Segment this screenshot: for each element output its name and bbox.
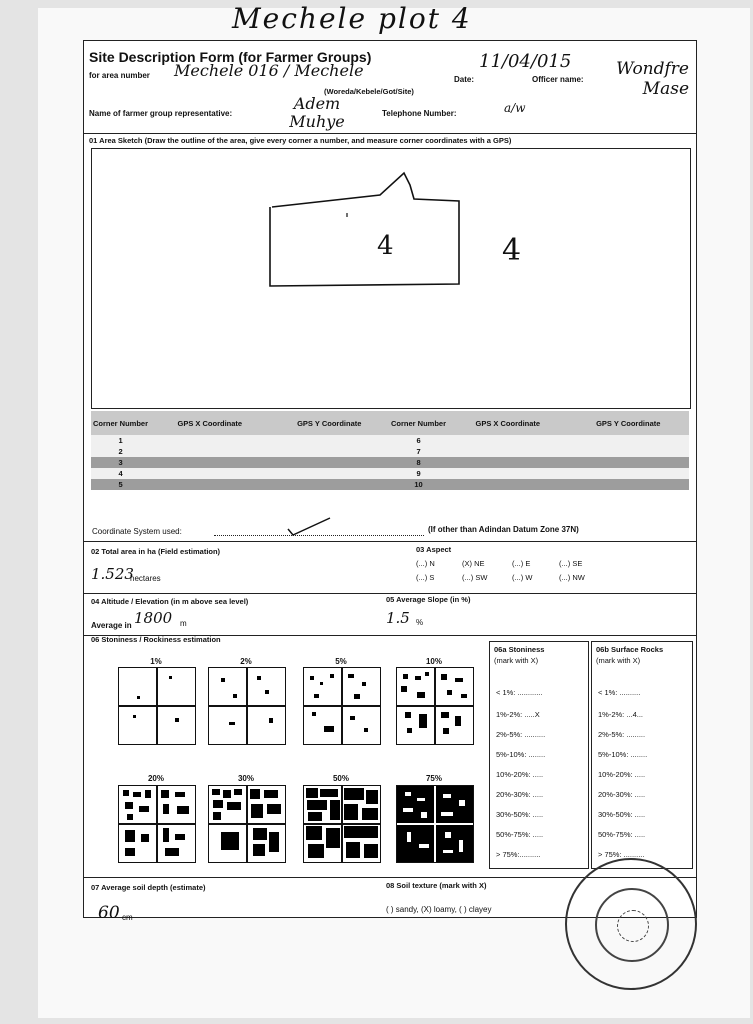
percent-label: 10% [425, 657, 442, 666]
handwritten-title: Mechele plot 4 [232, 2, 472, 35]
column-header: Corner Number [389, 411, 448, 435]
aspect-option[interactable]: (...) W [512, 573, 533, 582]
gps-x-cell[interactable] [448, 468, 567, 479]
corner-number: 8 [389, 457, 448, 468]
gps-y-cell[interactable] [270, 435, 389, 446]
total-area-heading: 02 Total area in ha (Field estimation) [91, 547, 221, 556]
gps-y-cell[interactable] [270, 468, 389, 479]
percent-label: 1% [150, 657, 162, 666]
column-header: GPS X Coordinate [150, 411, 269, 435]
area-number-label: for area number [89, 71, 150, 80]
table-row [91, 457, 689, 468]
stoniness-option[interactable]: < 1%: ............ [496, 688, 543, 697]
gps-y-cell[interactable] [568, 457, 689, 468]
date-value[interactable]: 11/04/015 [479, 51, 572, 72]
stoniness-grid-2pct [208, 667, 286, 745]
gps-y-cell[interactable] [568, 446, 689, 457]
gps-y-cell[interactable] [568, 468, 689, 479]
telephone-value[interactable]: a/w [504, 101, 526, 115]
altitude-value[interactable]: 1800 [134, 609, 173, 627]
surface-rocks-option[interactable]: 10%-20%: ..... [598, 770, 646, 779]
percent-label: 75% [425, 774, 442, 783]
soil-depth-value[interactable]: 60 [98, 903, 120, 923]
corner-number: 1 [91, 435, 150, 446]
stoniness-grid-50pct [303, 785, 381, 863]
corner-number: 2 [91, 446, 150, 457]
stoniness-col-sub: (mark with X) [494, 656, 539, 665]
stoniness-option[interactable]: 20%-30%: ..... [496, 790, 544, 799]
table-row [91, 479, 689, 490]
telephone-label: Telephone Number: [382, 109, 457, 118]
north-arrow-symbol: 4 [502, 233, 522, 268]
form-title: Site Description Form (for Farmer Groups) [89, 49, 372, 65]
stoniness-grid-75pct [396, 785, 474, 863]
aspect-option[interactable]: (...) N [416, 559, 435, 568]
stoniness-option[interactable]: 2%-5%: .......... [496, 730, 546, 739]
divider [84, 133, 696, 134]
corner-number: 7 [389, 446, 448, 457]
gps-x-cell[interactable] [448, 479, 567, 490]
corner-number: 3 [91, 457, 150, 468]
aspect-option[interactable]: (X) NE [462, 559, 485, 568]
slope-value[interactable]: 1.5 [386, 609, 410, 627]
corner-number: 6 [389, 435, 448, 446]
stoniness-option[interactable]: 1%-2%: .....X [496, 710, 540, 719]
stoniness-grid-20pct [118, 785, 196, 863]
gps-y-cell[interactable] [270, 446, 389, 457]
aspect-heading: 03 Aspect [416, 545, 452, 554]
stoniness-grid-1pct [118, 667, 196, 745]
total-area-value[interactable]: 1.523 [91, 565, 134, 583]
official-stamp [565, 858, 697, 990]
aspect-option[interactable]: (...) SE [559, 559, 583, 568]
area-sketch-box[interactable] [91, 148, 691, 409]
stoniness-options-box [489, 641, 589, 869]
officer-name-value[interactable]: Wondfre Mase [616, 59, 689, 99]
representative-label: Name of farmer group representative: [89, 109, 233, 118]
representative-value[interactable]: Adem Muhye [289, 94, 345, 131]
date-label: Date: [454, 75, 475, 84]
aspect-option[interactable]: (...) NW [559, 573, 585, 582]
corner-number: 10 [389, 479, 448, 490]
divider [84, 593, 696, 594]
stoniness-grid-30pct [208, 785, 286, 863]
surface-rocks-options-box [591, 641, 693, 869]
gps-x-cell[interactable] [448, 435, 567, 446]
site-description-form [83, 40, 697, 923]
stoniness-option[interactable]: 30%-50%: ..... [496, 810, 544, 819]
percent-label: 2% [240, 657, 252, 666]
coordinate-system-note: (If other than Adindan Datum Zone 37N) [428, 525, 579, 534]
stoniness-option[interactable]: 10%-20%: ..... [496, 770, 544, 779]
corner-number: 5 [91, 479, 150, 490]
surface-rocks-option[interactable]: 30%-50%: ..... [598, 810, 646, 819]
sketch-heading: 01 Area Sketch (Draw the outline of the area, give every corner a number, and measure corner coordinates with a GPS) [89, 136, 512, 145]
plot-number: 4 [377, 231, 394, 261]
column-header: Corner Number [91, 411, 150, 435]
table-row [91, 446, 689, 457]
altitude-heading: 04 Altitude / Elevation (in m above sea level) [91, 597, 249, 606]
gps-x-cell[interactable] [448, 457, 567, 468]
soil-depth-heading: 07 Average soil depth (estimate) [91, 883, 206, 892]
surface-rocks-col-sub: (mark with X) [596, 656, 641, 665]
gps-y-cell[interactable] [568, 435, 689, 446]
gps-y-cell[interactable] [270, 479, 389, 490]
slope-unit: % [416, 618, 424, 627]
gps-x-cell[interactable] [150, 479, 269, 490]
area-number-sublabel: (Woreda/Kebele/Got/Site) [324, 87, 414, 96]
gps-y-cell[interactable] [270, 457, 389, 468]
table-row [91, 468, 689, 479]
stoniness-grid-10pct [396, 667, 474, 745]
gps-x-cell[interactable] [150, 468, 269, 479]
surface-rocks-col-title: 06b Surface Rocks [596, 645, 664, 654]
percent-label: 50% [332, 774, 349, 783]
column-header: GPS Y Coordinate [270, 411, 389, 435]
stoniness-col-title: 06a Stoniness [494, 645, 545, 654]
gps-x-cell[interactable] [448, 446, 567, 457]
stoniness-option[interactable]: 50%-75%: ..... [496, 830, 544, 839]
surface-rocks-option[interactable]: 50%-75%: ..... [598, 830, 646, 839]
corner-number: 9 [389, 468, 448, 479]
officer-name-label: Officer name: [532, 75, 584, 84]
percent-label: 5% [335, 657, 347, 666]
soil-depth-unit: cm [122, 913, 133, 922]
percent-label: 30% [237, 774, 254, 783]
column-header: GPS Y Coordinate [568, 411, 689, 435]
divider [84, 541, 696, 542]
altitude-label: Average in [91, 621, 132, 630]
checkmark-icon [284, 515, 334, 537]
stoniness-grid-5pct [303, 667, 381, 745]
gps-y-cell[interactable] [568, 479, 689, 490]
stoniness-option[interactable]: 5%-10%: ........ [496, 750, 546, 759]
aspect-option[interactable]: (...) E [512, 559, 531, 568]
surface-rocks-option[interactable]: < 1%: .......... [598, 688, 641, 697]
surface-rocks-option[interactable]: 20%-30%: ..... [598, 790, 646, 799]
gps-x-cell[interactable] [150, 457, 269, 468]
corner-number: 4 [91, 468, 150, 479]
surface-rocks-option[interactable]: 5%-10%: ........ [598, 750, 648, 759]
altitude-unit: m [180, 619, 187, 628]
gps-x-cell[interactable] [150, 446, 269, 457]
aspect-option[interactable]: (...) S [416, 573, 435, 582]
stoniness-option[interactable]: > 75%:.......... [496, 850, 541, 859]
gps-x-cell[interactable] [150, 435, 269, 446]
surface-rocks-option[interactable]: 1%-2%: ...4... [598, 710, 644, 719]
coordinate-system-label: Coordinate System used: [92, 527, 182, 536]
percent-label: 20% [147, 774, 164, 783]
surface-rocks-option[interactable]: 2%-5%: ......... [598, 730, 646, 739]
area-number-value[interactable]: Mechele 016 / Mechele [174, 61, 364, 80]
total-area-unit: hectares [130, 574, 161, 583]
table-row [91, 435, 689, 446]
surface-rocks-option[interactable]: > 75%: .......... [598, 850, 645, 859]
aspect-option[interactable]: (...) SW [462, 573, 488, 582]
soil-texture-heading: 08 Soil texture (mark with X) [386, 881, 487, 890]
plot-outline-drawing [92, 149, 690, 408]
stoniness-heading: 06 Stoniness / Rockiness estimation [91, 635, 221, 644]
soil-texture-options[interactable]: ( ) sandy, (X) loamy, ( ) clayey [386, 905, 492, 914]
slope-heading: 05 Average Slope (in %) [386, 595, 471, 604]
gps-coordinates-table [91, 411, 689, 490]
column-header: GPS X Coordinate [448, 411, 567, 435]
